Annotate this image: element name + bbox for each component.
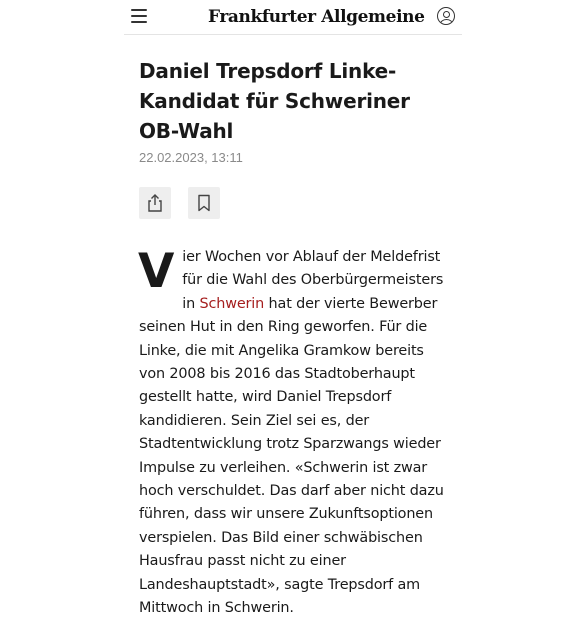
article-body [139, 246, 449, 621]
share-icon [147, 194, 163, 212]
schwerin-link[interactable]: Schwerin [199, 295, 265, 312]
bookmark-icon [196, 194, 212, 212]
menu-icon[interactable] [131, 9, 147, 23]
menu-line [131, 15, 147, 17]
article-text-rest: hat der vierte Bewerber seinen Hut in den Ring geworfen. Für die Linke, die mit Angelika Gramkow bereits von 2008 bis 2016 das Stadtoberhaupt gestellt hatte, wird Daniel Trepsdorf kandidieren. Sein Ziel sei es, der Stadtentwicklung trotz Sparzwangs wieder Impulse zu verleihen. «Schwerin ist zwar hoch verschuldet. Das darf aber nicht dazu führen, dass wir unsere Zukunftsoptionen verspielen. Das Bild einer schwäbischen Hausfrau passt nicht zu einer Landeshauptstadt», sagte Trepsdorf am Mittwoch in Schwerin. [139, 295, 444, 617]
article-text-start: ier Wochen vor Ablauf der Meldefrist für die Wahl des Oberbürgermeisters in [182, 249, 444, 312]
bookmark-button[interactable] [188, 187, 220, 219]
account-icon-body [440, 19, 453, 25]
menu-line [131, 9, 147, 11]
site-logo[interactable]: Frankfurter Allgemeine [208, 7, 425, 27]
account-icon[interactable] [437, 7, 455, 25]
menu-line [131, 21, 147, 23]
share-button[interactable] [139, 187, 171, 219]
top-bar [124, 0, 462, 35]
publish-date: 22.02.2023, 13:11 [139, 150, 243, 165]
article-title: Daniel Trepsdorf Linke-Kandidat für Schweriner OB-Wahl [139, 59, 410, 143]
account-icon-head [443, 11, 450, 18]
drop-cap: V [138, 244, 175, 299]
